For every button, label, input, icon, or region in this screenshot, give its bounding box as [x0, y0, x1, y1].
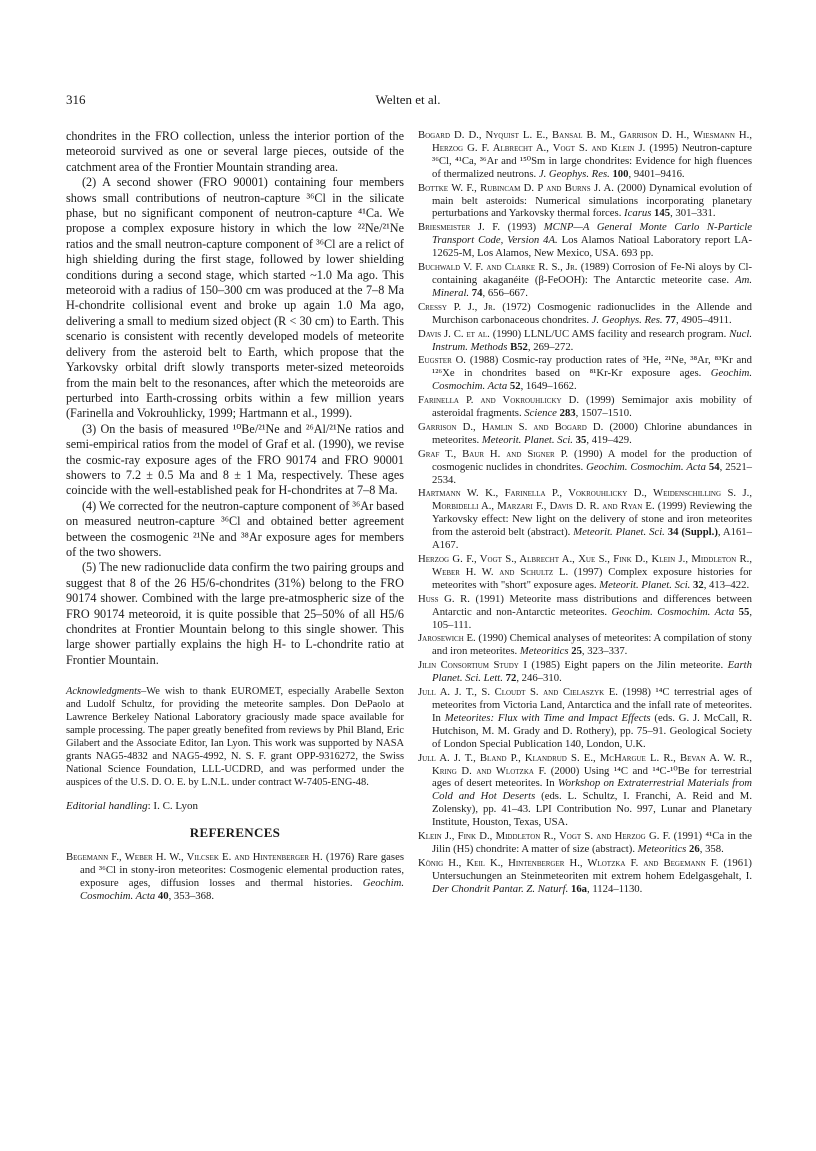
reference-volume: 54 [705, 460, 720, 473]
reference-authors: Hartmann W. K., Farinella P., Vokrouhlicky D., Weidenschilling S. J., Morbidelli A., Marzari F., Davis D. R. and Ryan E. [418, 487, 752, 513]
reference-details: (1991) Meteorite mass distributions and differences between Antarctic and non-Antarctic meteorites. [432, 592, 753, 618]
reference-volume: 16a [568, 882, 587, 895]
reference-details: (1990) LLNL/UC AMS facility and research program. [489, 327, 730, 340]
reference-authors: Begemann F., Weber H. W., Vilcsek E. and Hintenberger H. [66, 851, 323, 864]
body-paragraph: chondrites in the FRO collection, unless the interior portion of the meteoroid survived as one or several large pieces, outside of the catchment area of the Frontier Mountain stranding area. [66, 129, 404, 174]
reference-journal: Meteoritics [519, 645, 569, 658]
reference-volume: 25 [568, 645, 582, 658]
reference-journal: J. Geophys. Res. [591, 313, 663, 326]
reference-pages: , 1507–1510. [575, 407, 632, 420]
reference-details: (1999) Semimajor axis mobility of asteroidal fragments. [432, 394, 753, 420]
reference-journal: Earth Planet. Sci. Lett. [432, 659, 752, 685]
reference-volume: 32 [690, 578, 704, 591]
reference-item [418, 421, 752, 447]
reference-pages: (eds. G. J. McCall, R. Hutchison, M. M. Grady and D. Rothery), pp. 75–91. Geological Society of London Special Publication 140, London, U.K. [432, 711, 752, 750]
reference-pages: , 9401–9416. [628, 167, 685, 180]
reference-authors: Huss G. R. [418, 592, 470, 605]
reference-item [418, 394, 752, 420]
reference-details: (1990) A model for the production of cosmogenic nuclides in chondrites. [432, 447, 752, 473]
reference-volume: 35 [572, 433, 587, 446]
reference-list-right [418, 129, 752, 896]
reference-pages: , 353–368. [168, 890, 214, 903]
reference-authors: Bogard D. D., Nyquist L. E., Bansal B. M., Garrison D. H., Wiesmann H., Herzog G. F. Albrecht A., Vogt S. and Klein J. [418, 129, 752, 154]
reference-journal: Icarus [624, 207, 652, 220]
reference-pages: , 269–272. [527, 340, 574, 353]
reference-item [418, 632, 752, 658]
reference-authors: König H., Keil K., Hintenberger H., Wlotzka F. and Begemann F. [418, 856, 719, 869]
reference-authors: Jull A. J. T., Bland P., Klandrud S. E., McHargue L. R., Bevan A. W. R., Kring D. and Wlotzka F. [418, 751, 752, 777]
reference-item [418, 129, 752, 181]
reference-volume: 145 [651, 207, 671, 220]
reference-authors: Jarosewich E. [418, 632, 476, 645]
reference-journal: Workshop on Extraterrestrial Materials from Cold and Hot Deserts [432, 777, 753, 803]
reference-volume: 100 [609, 167, 629, 180]
reference-item [418, 301, 752, 327]
reference-volume: B52 [507, 340, 528, 353]
reference-journal: Der Chondrit Pantar. Z. Naturf. [432, 882, 569, 895]
reference-pages: , 1124–1130. [587, 882, 643, 895]
reference-pages: , 4905–4911. [675, 313, 732, 326]
reference-authors: Cressy P. J., Jr. [418, 300, 496, 313]
reference-pages: , 419–429. [586, 433, 632, 446]
reference-pages: , 105–111. [432, 605, 753, 631]
reference-pages: , 301–331. [670, 207, 716, 220]
reference-authors: Eugster O. [418, 354, 466, 367]
reference-details: (1976) Rare gases and ³⁶Cl in stony-iron meteorites: Cosmogenic elemental production rates, exposure ages, diffusion losses and thermal histories. [80, 851, 404, 890]
reference-pages: , 1649–1662. [520, 380, 577, 393]
reference-pages: , 2521–2534. [432, 460, 753, 486]
reference-authors: Farinella P. and Vokrouhlicky D. [418, 394, 579, 407]
reference-item [418, 686, 752, 751]
acknowledgments [66, 686, 404, 789]
reference-volume: 74 [469, 286, 483, 299]
running-header [66, 92, 750, 108]
reference-details: (1972) Cosmogenic radionuclides in the Allende and Murchison carbonaceous chondrites. [432, 300, 752, 326]
reference-pages: , 358. [699, 842, 724, 855]
acknowledgments-label: Acknowledgments [66, 686, 142, 698]
reference-pages: , 246–310. [516, 672, 562, 685]
reference-authors: Klein J., Fink D., Middleton R., Vogt S. and Herzog G. F. [418, 830, 671, 843]
reference-journal: Geochim. Cosmochim. Acta [432, 367, 752, 393]
reference-list-left [66, 851, 404, 903]
reference-journal: Geochim. Cosmochim. Acta [80, 877, 404, 903]
editorial-handling-value: : I. C. Lyon [147, 800, 199, 813]
reference-details: (2000) Using ¹⁴C and ¹⁴C-¹⁰Be for terrestrial ages of desert meteorites. In [432, 764, 753, 790]
reference-volume: 34 (Suppl.) [664, 526, 718, 539]
editorial-handling [66, 799, 404, 813]
references-heading: REFERENCES [189, 825, 281, 841]
reference-volume: 52 [507, 380, 521, 393]
reference-authors: Garrison D., Hamlin S. and Bogard D. [418, 420, 604, 433]
reference-authors: Jilin Consortium Study I [418, 659, 527, 672]
reference-details: (1988) Cosmic-ray production rates of ³He, ²¹Ne, ³⁸Ar, ⁸³Kr and ¹²⁶Xe in chondrites based on ⁸¹Kr-Kr exposure ages. [432, 354, 752, 380]
reference-journal: J. Geophys. Res. [538, 167, 610, 180]
reference-item [418, 448, 752, 487]
reference-volume: 55 [734, 605, 750, 618]
reference-item [418, 354, 752, 393]
reference-journal: Geochim. Cosmochim. Acta [611, 605, 735, 618]
page-number: 316 [66, 92, 86, 107]
reference-journal: Geochim. Cosmochim. Acta [586, 460, 706, 473]
reference-details: (2000) Dynamical evolution of main belt asteroids: Numerical simulations incorporating planetary perturbations and Yarkovsky thermal forces. [432, 181, 753, 220]
reference-journal: Am. Mineral. [432, 273, 752, 299]
reference-journal: Meteorit. Planet. Sci. [599, 578, 691, 591]
reference-details: (1985) Eight papers on the Jilin meteorite. [526, 659, 728, 672]
reference-details: (1989) Corrosion of Fe-Ni aloys by Cl-containing akaganéite (β-FeOOH): The Antarctic meteorite case. [432, 261, 752, 286]
reference-journal: Meteorit. Planet. Sci. [481, 433, 573, 446]
reference-details: (1997) Complex exposure histories for meteorites with "short" exposure ages. [432, 565, 752, 591]
reference-authors: Briesmeister J. F. [418, 221, 501, 234]
reference-details: (1998) ¹⁴C terrestrial ages of meteorites from Victoria Land, Antarctica and the infall rate of meteorites. In [432, 686, 753, 724]
reference-item [418, 553, 752, 592]
reference-item [418, 328, 752, 354]
reference-item [418, 593, 752, 632]
reference-item [418, 830, 752, 856]
running-title: Welten et al. [375, 92, 441, 107]
reference-authors: Herzog G. F., Vogt S., Albrecht A., Xue S., Fink D., Klein J., Middleton R., Weber H. W. and Schultz L. [418, 553, 752, 578]
reference-volume: 40 [155, 890, 169, 903]
reference-item [418, 182, 752, 221]
body-paragraph: (2) A second shower (FRO 90001) containing four members shows small contributions of neutron-capture ³⁶Cl in the silicate phase, but no significant component of neutron-capture ⁴¹Ca. We propose a complex exposure history in which the low ²²Ne/²¹Ne ratios and the small neutron-capture component of ³⁶Cl are a relict of high shielding during the first stage, followed by lower shielding conditions during a second stage, which started ~1.0 Ma ago. This meteoroid with a radius of 150–300 cm was produced at the 7–8 Ma H-chondrite collisional event and broke up again 1.0 Ma ago, delivering a small to medium sized object (R < 30 cm) to Earth. This scenario is consistent with recently developed models of meteorite delivery from the asteroid belt to Earth, which propose that the Yarkovsky orbital drift slowly transports meter-sized meteoroids from the main belt to the resonances, after which the meteoroids are perturbed into Earth-crossing orbits within a few million years (Farinella and Vokrouhlicky, 1999; Hartmann et al., 1999). [66, 175, 404, 421]
reference-details: (1961) Untersuchungen an Steinmeteoriten mit extrem hohem Edelgasgehalt, I. [432, 856, 752, 882]
reference-volume: 77 [662, 313, 676, 326]
body-paragraph: (3) On the basis of measured ¹⁰Be/²¹Ne and ²⁶Al/²¹Ne ratios and semi-empirical ratios from the model of Graf et al. (1990), we revise the cosmic-ray exposure ages of the FRO 90174 and FRO 90001 showers to 7.2 ± 0.5 Ma and 8 ± 1 Ma, respectively. These ages coincide with the well-established peak for H-chondrites at 7–8 Ma. [66, 421, 404, 498]
reference-journal: Science [524, 407, 557, 420]
reference-item [418, 487, 752, 552]
left-column [66, 129, 404, 904]
body-paragraph: (5) The new radionuclide data confirm the two pairing groups and suggest that 8 of the 26 H5/6-chondrites (31%) belong to the FRO 90174 shower. Combined with the large pre-atmospheric size of the FRO 90174 meteoroid, it is quite possible that 25–50% of all H5/6 chondrites at Frontier Mountain belong to this single shower. This large shower partially explains the high H- to L-chondrite ratio at Frontier Mountain. [66, 560, 404, 667]
reference-authors: Graf T., Baur H. and Signer P. [418, 447, 569, 460]
reference-volume: 26 [686, 842, 700, 855]
reference-pages: (eds. L. Schultz, I. Franchi, A. Reid and M. Zolensky), pp. 41–43. LPI Contribution No. 997, Lunar and Planetary Institute, Houston, Texas, USA. [432, 790, 752, 829]
reference-details: (1991) ⁴¹Ca in the Jilin (H5) chondrite: A matter of size (abstract). [432, 830, 752, 855]
reference-authors: Jull A. J. T., S. Cloudt S. and Cielaszyk E. [418, 686, 618, 699]
reference-item [418, 261, 752, 300]
reference-journal: Meteoritics [637, 842, 687, 855]
reference-item [66, 851, 404, 903]
reference-authors: Bottke W. F., Rubincam D. P and Burns J. A. [418, 181, 614, 194]
reference-pages: Los Alamos Natioal Laboratory report LA-12625-M, Los Alamos, New Mexico, USA. 693 pp. [432, 234, 753, 260]
reference-journal: Nucl. Instrum. Methods [432, 327, 753, 353]
reference-details: (1993) [500, 221, 544, 234]
reference-journal: Meteorit. Planet. Sci. [573, 526, 665, 539]
reference-authors: Davis J. C. et al. [418, 327, 490, 340]
reference-details: (1990) Chemical analyses of meteorites: A compilation of stony and iron meteorites. [432, 632, 752, 658]
right-column [418, 129, 752, 897]
reference-pages: , 413–422. [703, 578, 750, 591]
body-paragraph: (4) We corrected for the neutron-capture component of ³⁶Ar based on measured neutron-capture ³⁶Cl and obtained better agreement between the cosmogenic ²¹Ne and ³⁸Ar exposure ages for members of the two showers. [66, 498, 404, 559]
reference-journal: Meteorites: Flux with Time and Impact Effects [444, 711, 651, 724]
reference-authors: Buchwald V. F. and Clarke R. S., Jr. [418, 261, 578, 274]
reference-item [418, 659, 752, 685]
reference-item [418, 857, 752, 896]
editorial-handling-label: Editorial handling [66, 800, 148, 813]
reference-item [418, 752, 752, 829]
reference-journal: MCNP—A General Monte Carlo N-Particle Transport Code, Version 4A. [432, 221, 752, 247]
acknowledgments-text: –We wish to thank EUROMET, especially Arabelle Sexton and Ludolf Schultz, for providing the meteorite samples. Don DePaolo at Lawrence Berkeley National Laboratory graciously made space available for sample processing. The paper greatly benefited from reviews by Phil Bland, Eric Gilabert and the Associate Editor, Ian Lyon. This work was supported by NASA grants NAG5-4832 and NAG5-4992, N. S. F. grant OPP-9316272, the Swiss National Science Foundation, LLL-UCDRD, and was performed under the auspices of the U.S. D. O. E. by L.N.L. under contract W-7405-ENG-48. [66, 686, 404, 788]
reference-details: (1999) Reviewing the Yarkovsky effect: New light on the delivery of stone and iron meteorites from the asteroid belt (abstract). [432, 500, 752, 539]
reference-pages: , 323–337. [581, 645, 628, 658]
reference-pages: , 656–667. [482, 286, 528, 299]
reference-details: (2000) Chlorine abundances in meteorites. [432, 420, 753, 446]
reference-item [418, 221, 752, 260]
reference-volume: 72 [502, 672, 517, 685]
reference-pages: , A161–A167. [432, 526, 752, 552]
reference-volume: 283 [556, 407, 576, 420]
reference-details: (1995) Neutron-capture ³⁶Cl, ⁴¹Ca, ³⁶Ar and ¹⁵⁰Sm in large chondrites: Evidence for high fluences of thermalized neutrons. [432, 141, 752, 180]
